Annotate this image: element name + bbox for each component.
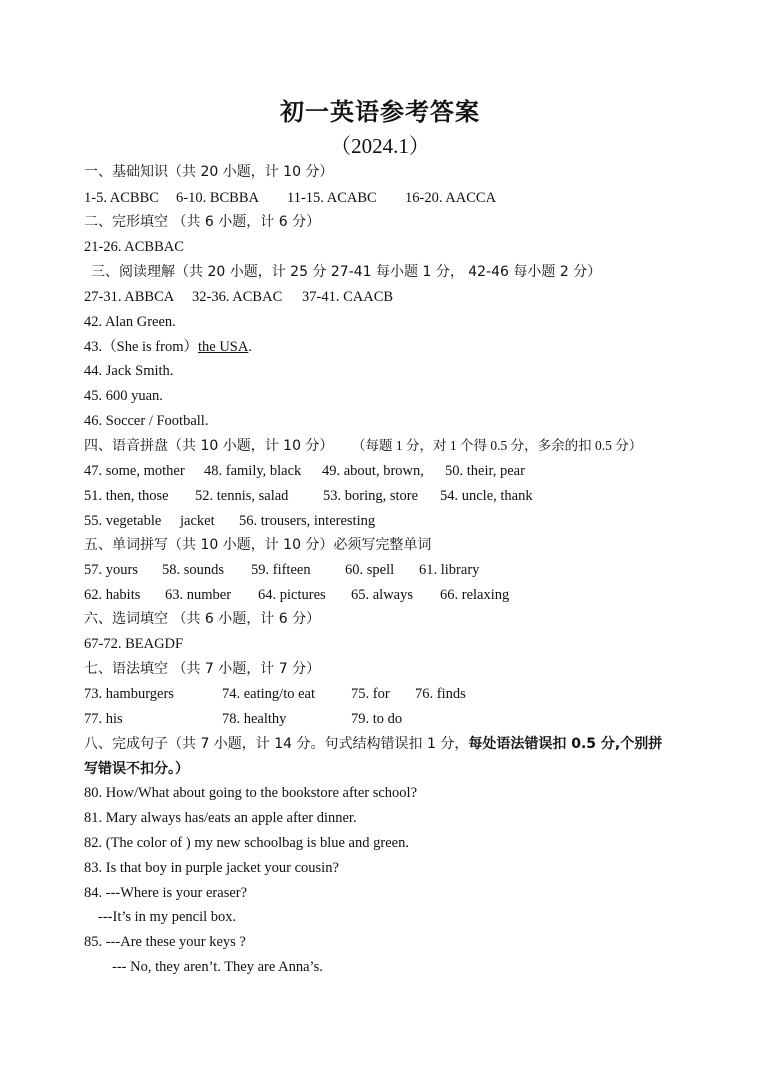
answer-43-period: .: [248, 339, 252, 355]
section-8-heading-bold: 每处语法错误扣 0.5 分,个别拼: [468, 736, 663, 752]
answer-6-10: 6-10. BCBBA: [176, 190, 259, 206]
answer-21-26: 21-26. ACBBAC: [84, 239, 184, 255]
answer-81: 81. Mary always has/eats an apple after dinner.: [84, 810, 357, 826]
answer-37-41: 37-41. CAACB: [302, 289, 394, 305]
section-2-heading: 二、完形填空 （共 6 小题，计 6 分）: [84, 214, 321, 230]
answer-48: 48. family, black: [204, 463, 302, 479]
section-5-heading: 五、单词拼写（共 10 小题，计 10 分）必须写完整单词: [84, 537, 432, 553]
section-8-heading-cont: 写错误不扣分。）: [84, 761, 189, 777]
answer-42: 42. Alan Green.: [84, 314, 176, 330]
answer-60: 60. spell: [345, 562, 395, 578]
answer-55a: 55. vegetable: [84, 513, 162, 529]
answer-1-5: 1-5. ACBBC: [84, 190, 159, 206]
section-8-heading: [84, 734, 662, 754]
answer-84-response: ---It’s in my pencil box.: [98, 909, 237, 925]
answer-80: 80. How/What about going to the bookstore after school?: [84, 785, 418, 801]
answer-67-72: 67-72. BEAGDF: [84, 636, 184, 652]
section-4-note: （每题 1 分，对 1 个得 0.5 分，多余的扣 0.5 分）: [352, 438, 643, 453]
section-6-heading: 六、选词填空 （共 6 小题，计 6 分）: [84, 611, 321, 627]
section-4-heading: 四、语音拼盘（共 10 小题，计 10 分）: [84, 438, 334, 454]
answer-27-31: 27-31. ABBCA: [84, 289, 175, 305]
answer-57: 57. yours: [84, 562, 138, 578]
answer-49: 49. about, brown,: [322, 463, 424, 479]
answer-43: [84, 337, 252, 357]
answer-16-20: 16-20. AACCA: [405, 190, 497, 206]
answer-84-question: 84. ---Where is your eraser?: [84, 885, 248, 901]
section-8-heading-text: 八、完成句子（共 7 小题，计 14 分。句式结构错误扣 1 分，: [84, 736, 469, 752]
answer-62: 62. habits: [84, 587, 141, 603]
answer-74: 74. eating/to eat: [222, 686, 316, 702]
page-date: （2024.1）: [330, 134, 430, 158]
answer-77: 77. his: [84, 711, 123, 727]
answer-61: 61. library: [419, 562, 480, 578]
answer-63: 63. number: [165, 587, 232, 603]
answer-56: 56. trousers, interesting: [239, 513, 376, 529]
answer-82: 82. (The color of ) my new schoolbag is blue and green.: [84, 835, 409, 851]
answer-47: 47. some, mother: [84, 463, 185, 479]
answer-66: 66. relaxing: [440, 587, 510, 603]
answer-85-question: 85. ---Are these your keys ?: [84, 934, 246, 950]
answer-64: 64. pictures: [258, 587, 326, 603]
answer-54: 54. uncle, thank: [440, 488, 533, 504]
answer-65: 65. always: [351, 587, 414, 603]
answer-43-underlined: the USA: [197, 339, 249, 355]
answer-45: 45. 600 yuan.: [84, 388, 163, 404]
answer-46: 46. Soccer / Football.: [84, 413, 209, 429]
answer-53: 53. boring, store: [323, 488, 419, 504]
answer-32-36: 32-36. ACBAC: [192, 289, 283, 305]
answer-76: 76. finds: [415, 686, 466, 702]
answer-51: 51. then, those: [84, 488, 169, 504]
answer-85-response: --- No, they aren’t. They are Anna’s.: [112, 959, 323, 975]
section-1-heading: 一、基础知识（共 20 小题，计 10 分）: [84, 164, 334, 180]
answer-52: 52. tennis, salad: [195, 488, 289, 504]
answer-73: 73. hamburgers: [84, 686, 174, 702]
answer-59: 59. fifteen: [251, 562, 311, 578]
answer-75: 75. for: [351, 686, 390, 702]
section-7-heading: 七、语法填空 （共 7 小题，计 7 分）: [84, 661, 321, 677]
answer-83: 83. Is that boy in purple jacket your cousin?: [84, 860, 339, 876]
answer-58: 58. sounds: [162, 562, 225, 578]
answer-79: 79. to do: [351, 711, 403, 727]
answer-78: 78. healthy: [222, 711, 287, 727]
answer-44: 44. Jack Smith.: [84, 363, 174, 379]
answer-11-15: 11-15. ACABC: [287, 190, 377, 206]
answer-43-prefix: 43.（She is from）: [84, 339, 198, 355]
page-title: 初一英语参考答案: [280, 98, 480, 126]
answer-55b: jacket: [180, 513, 215, 529]
section-3-heading: 三、阅读理解（共 20 小题，计 25 分 27-41 每小题 1 分， 42-46 每小题 2 分）: [91, 264, 602, 280]
answer-50: 50. their, pear: [445, 463, 525, 479]
